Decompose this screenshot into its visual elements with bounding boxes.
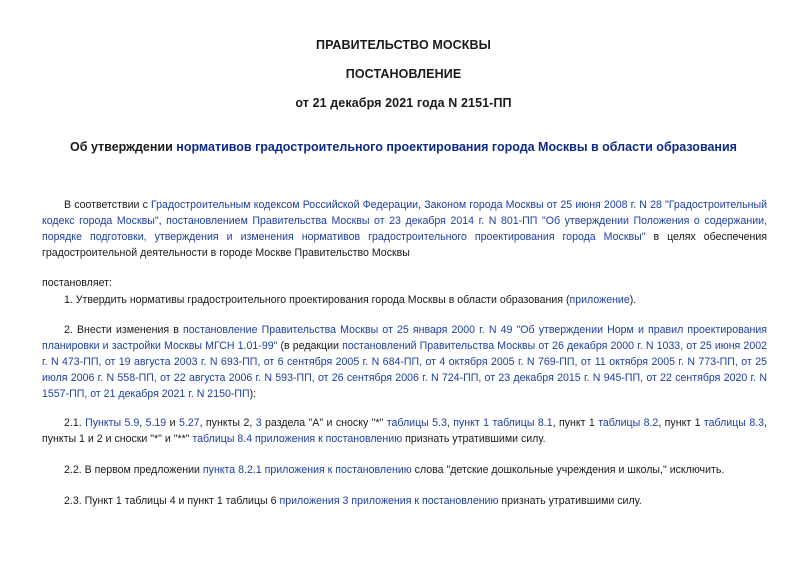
preamble-text-2: , <box>418 199 425 211</box>
item-2-3 <box>64 493 789 509</box>
item-1-text-1: 1. Утвердить нормативы градостроительного проектирования города Москвы в области образования ( <box>64 294 570 306</box>
link-resolution-49[interactable]: постановление Правительства Москвы от 25 января 2000 г. N 49 "Об утверждении Норм и правил проектирования планировки и застройки Москвы МГСН 1.01-99" <box>42 324 767 352</box>
title-link[interactable]: нормативов градостроительного проектирования города Москвы в области образования <box>176 140 737 154</box>
document-type-heading: ПОСТАНОВЛЕНИЕ <box>345 67 462 81</box>
link-point-5-19[interactable]: 5.19 <box>145 417 167 429</box>
item-2-3-text-1: 2.3. Пункт 1 таблицы 4 и пункт 1 таблицы 6 <box>64 495 280 507</box>
link-resolution-801pp[interactable]: постановлением Правительства Москвы от 23 декабря 2014 г. N 801-ПП "Об утверждении Положения о содержании, порядке подготовки, утверждения и изменения нормативов градостроительного проектирования города Москвы" <box>42 215 768 243</box>
item-2-1-text-10: признать утратившими силу. <box>402 433 546 445</box>
item-1-text-2: ). <box>629 294 637 306</box>
document-title <box>0 140 807 154</box>
link-table-8-3[interactable]: таблицы 8.3 <box>703 417 765 429</box>
item-2-1 <box>42 415 767 447</box>
item-2-text-2: (в редакции <box>277 340 343 352</box>
item-2-1-text-5: раздела "А" и сноску "*" <box>261 417 387 429</box>
link-point-5-27[interactable]: 5.27 <box>178 417 200 429</box>
preamble-text-1: В соответствии с <box>64 199 152 211</box>
link-appendix-3[interactable]: приложения 3 приложения к постановлению <box>279 495 499 507</box>
item-2-1-text-2: , <box>139 417 146 429</box>
item-2-1-text-3: и <box>166 417 179 429</box>
item-2-1-text-1: 2.1. <box>64 417 86 429</box>
item-2 <box>42 322 767 402</box>
decree-word: постановляет: <box>42 277 112 289</box>
date-number-heading: от 21 декабря 2021 года N 2151-ПП <box>295 96 512 110</box>
item-2-1-text-6: , <box>446 417 454 429</box>
item-2-1-text-8: , пункт 1 <box>658 417 704 429</box>
item-2-1-text-9: , пункты 1 и 2 и сноски "*" и "**" <box>42 417 767 445</box>
link-table-8-1[interactable]: пункт 1 таблицы 8.1 <box>453 417 553 429</box>
preamble-paragraph <box>42 197 767 261</box>
item-2-text-3: ): <box>249 388 257 400</box>
item-2-2-text-1: 2.2. В первом предложении <box>64 464 203 476</box>
link-moscow-law-28[interactable]: Законом города Москвы от 25 июня 2008 г. N 28 "Градостроительный кодекс города Москвы" <box>42 199 767 227</box>
item-2-2 <box>64 462 789 478</box>
link-table-8-4[interactable]: таблицы 8.4 приложения к постановлению <box>192 433 403 445</box>
item-2-2-text-2: слова "детские дошкольные учреждения и школы," исключить. <box>411 464 725 476</box>
item-2-1-text-7: , пункт 1 <box>552 417 599 429</box>
link-table-8-2[interactable]: таблицы 8.2 <box>598 417 659 429</box>
link-urban-code-rf[interactable]: Градостроительным кодексом Российской Федерации <box>151 199 419 211</box>
link-point-5-9[interactable]: Пункты 5.9 <box>85 417 140 429</box>
item-2-text-1: 2. Внести изменения в <box>64 324 184 336</box>
link-point-3[interactable]: 3 <box>255 417 262 429</box>
government-heading: ПРАВИТЕЛЬСТВО МОСКВЫ <box>316 38 491 52</box>
title-prefix: Об утверждении <box>70 140 177 154</box>
item-2-3-text-2: признать утратившими силу. <box>498 495 642 507</box>
preamble-text-4: в целях обеспечения градостроительной деятельности в городе Москве Правительство Москвы <box>42 231 767 259</box>
item-2-1-text-4: , пункты 2, <box>199 417 256 429</box>
link-appendix[interactable]: приложение <box>569 294 630 306</box>
preamble-text-3: , <box>158 215 167 227</box>
item-1 <box>64 292 789 308</box>
link-point-8-2-1[interactable]: пункта 8.2.1 приложения к постановлению <box>202 464 412 476</box>
link-table-5-3[interactable]: таблицы 5.3 <box>386 417 447 429</box>
link-amending-resolutions[interactable]: постановлений Правительства Москвы от 26 декабря 2000 г. N 1033, от 25 июня 2002 г. N 473-ПП, от 19 августа 2003 г. N 693-ПП, от 6 сентября 2005 г. N 684-ПП, от 4 октября 2005 г. N 769-ПП, от 11 октября 2005 г. N 773-ПП, от 25 июля 2006 г. N 558-ПП, от 22 августа 2006 г. N 593-ПП, от 26 сентября 2006 г. N 724-ПП, от 23 декабря 2015 г. N 945-ПП, от 22 сентября 2020 г. N 1557-ПП, от 21 декабря 2021 г. N 2150-ПП <box>42 340 767 400</box>
